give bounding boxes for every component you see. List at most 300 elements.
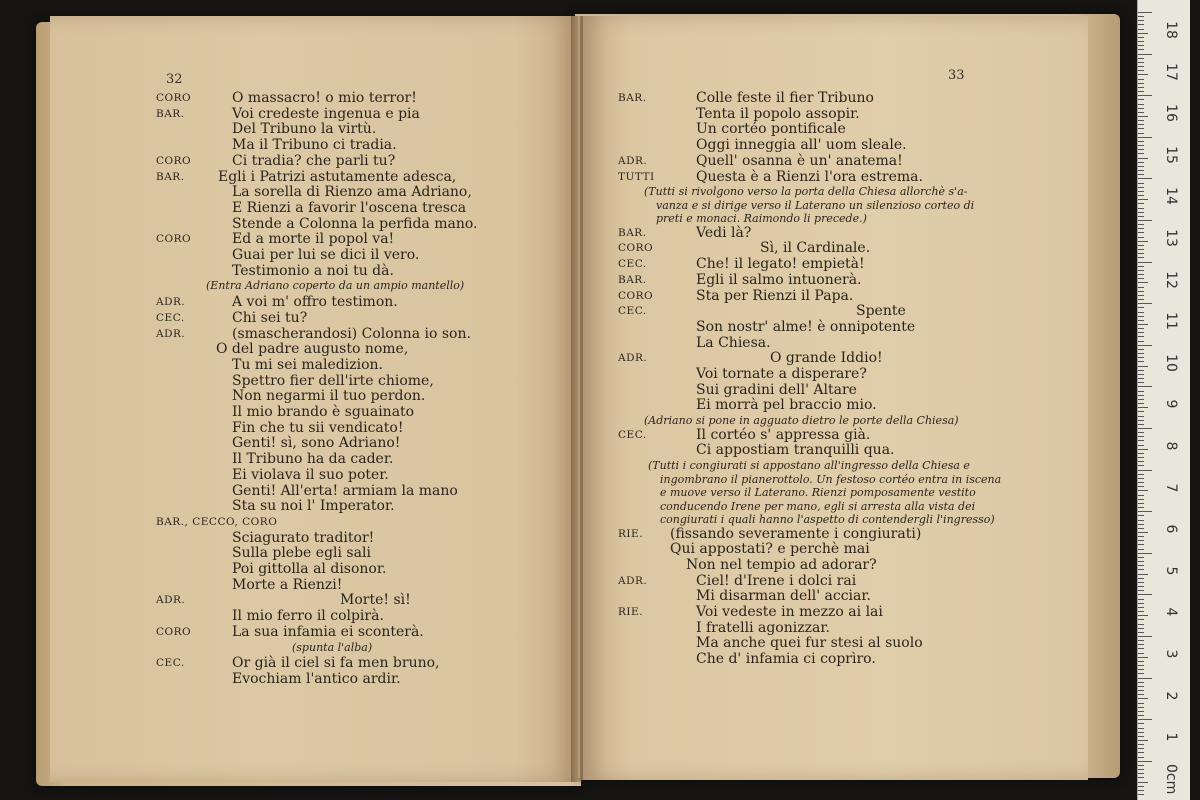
ruler-tick: [1138, 191, 1144, 192]
ruler-tick: [1138, 503, 1144, 504]
ruler-tick: [1138, 557, 1144, 558]
ruler-tick: [1138, 237, 1144, 238]
ruler-tick: [1138, 761, 1152, 762]
verse-line: Ei morrà pel braccio mio.: [696, 397, 877, 414]
ruler-tick: [1138, 707, 1144, 708]
ruler-label: 7: [1163, 483, 1179, 493]
stage-direction: vanza e si dirige verso il Laterano un silenzioso corteo di: [656, 198, 975, 212]
ruler-tick: [1138, 536, 1144, 537]
ruler-tick: [1138, 728, 1144, 729]
ruler-tick: [1138, 199, 1148, 200]
ruler-tick: [1138, 715, 1144, 716]
ruler-tick: [1138, 499, 1144, 500]
verse-line: Ci tradia? che parli tu?: [232, 152, 396, 169]
ruler-tick: [1138, 478, 1144, 479]
verse-line: (smascherandosi) Colonna io son.: [232, 325, 471, 342]
ruler-tick: [1138, 62, 1144, 63]
ruler-tick: [1138, 440, 1144, 441]
ruler-tick: [1138, 395, 1144, 396]
speaker-label: CEC.: [156, 657, 185, 670]
ruler-tick: [1138, 291, 1144, 292]
ruler-tick: [1138, 12, 1152, 13]
ruler-tick: [1138, 698, 1148, 699]
ruler-tick: [1138, 70, 1144, 71]
ruler-label: 0cm: [1163, 763, 1179, 795]
ruler-tick: [1138, 208, 1144, 209]
ruler-tick: [1138, 287, 1144, 288]
stage-direction: conducendo Irene per mano, egli si arresta alla vista dei: [660, 499, 976, 513]
ruler-tick: [1138, 183, 1144, 184]
ruler-tick: [1138, 461, 1144, 462]
ruler-tick: [1138, 682, 1144, 683]
ruler-tick: [1138, 653, 1144, 654]
ruler-tick: [1138, 752, 1144, 753]
ruler-tick: [1138, 349, 1144, 350]
ruler-tick: [1138, 574, 1148, 575]
ruler-tick: [1138, 149, 1144, 150]
ruler-tick: [1138, 407, 1148, 408]
verse-line: Ma anche quei fur stesi al suolo: [696, 635, 923, 652]
stage-direction: e muove verso il Laterano. Rienzi pomposamente vestito: [660, 486, 976, 499]
stage-direction: ingombrano il pianerottolo. Un festoso cortéo entra in iscena: [660, 472, 1002, 486]
verse-line: Voi credeste ingenua e pia: [232, 105, 420, 122]
ruler-tick: [1138, 145, 1144, 146]
verse-line: Stende a Colonna la perfida mano.: [232, 215, 478, 232]
verse-line: Che! il legato! empietà!: [696, 256, 865, 273]
ruler-tick: [1138, 16, 1144, 17]
ruler-tick: [1138, 603, 1144, 604]
ruler-tick: [1138, 66, 1144, 67]
stage-direction: preti e monaci. Raimondo li precede.): [656, 212, 867, 226]
ruler-tick: [1138, 162, 1144, 163]
ruler-label: 11: [1163, 312, 1179, 331]
ruler-tick: [1138, 524, 1144, 525]
verse-line: Ciel! d'Irene i dolci rai: [696, 572, 857, 589]
ruler-tick: [1138, 590, 1144, 591]
ruler-tick: [1138, 420, 1144, 421]
verse-line: Non nel tempio ad adorar?: [686, 556, 877, 573]
ruler-tick: [1138, 112, 1144, 113]
ruler-tick: [1138, 586, 1144, 587]
verse-line: Sulla plebe egli sali: [232, 545, 371, 562]
ruler-tick: [1138, 170, 1144, 171]
ruler-tick: [1138, 507, 1144, 508]
ruler-tick: [1138, 540, 1144, 541]
ruler-tick: [1138, 74, 1148, 75]
ruler-tick: [1138, 711, 1144, 712]
ruler-tick: [1138, 528, 1144, 529]
verse-line: Sciagurato traditor!: [232, 529, 375, 546]
right-page: [580, 16, 1088, 780]
ruler-tick: [1138, 445, 1144, 446]
ruler-tick: [1138, 794, 1144, 795]
ruler-label: 10: [1163, 353, 1179, 372]
ruler-tick: [1138, 312, 1144, 313]
ruler-tick: [1138, 29, 1144, 30]
verse-line: Egli i Patrizi astutamente adesca,: [218, 168, 457, 185]
ruler-tick: [1138, 786, 1144, 787]
ruler-tick: [1138, 703, 1144, 704]
ruler-tick: [1138, 307, 1144, 308]
speaker-label: BAR.: [618, 92, 647, 104]
ruler-tick: [1138, 245, 1144, 246]
ruler-tick: [1138, 736, 1144, 737]
verse-line: Colle feste il fier Tribuno: [696, 90, 874, 106]
ruler-tick: [1138, 257, 1144, 258]
stage-direction: (Tutti i congiurati si appostano all'ingresso della Chiesa e: [648, 459, 970, 472]
ruler-label: 2: [1163, 691, 1179, 701]
ruler-tick: [1138, 582, 1144, 583]
ruler-tick: [1138, 33, 1148, 34]
verse-line: Ed a morte il popol va!: [232, 231, 395, 248]
ruler-tick: [1138, 95, 1152, 96]
ruler-label: 14: [1163, 187, 1179, 206]
speaker-label: ADR.: [156, 327, 186, 340]
ruler-tick: [1138, 353, 1144, 354]
ruler-tick: [1138, 253, 1144, 254]
ruler-tick: [1138, 195, 1144, 196]
ruler-tick: [1138, 611, 1144, 612]
ruler-tick: [1138, 320, 1144, 321]
verse-line: Sta su noi l' Imperator.: [232, 498, 395, 515]
ruler-tick: [1138, 128, 1144, 129]
ruler-tick: [1138, 669, 1144, 670]
verse-line: (fissando severamente i congiurati): [670, 525, 922, 542]
ruler-tick: [1138, 644, 1144, 645]
speaker-label: BAR.: [618, 273, 647, 286]
verse-line: O grande Iddio!: [770, 350, 883, 367]
ruler-tick: [1138, 45, 1144, 46]
speaker-label: BAR.: [618, 226, 647, 239]
verse-line: Vedi là?: [696, 224, 752, 241]
ruler-tick: [1138, 757, 1144, 758]
stage-direction: congiurati i quali hanno l'aspetto di contendergli l'ingresso): [660, 513, 995, 526]
ruler-tick: [1138, 723, 1144, 724]
ruler-tick: [1138, 24, 1144, 25]
verse-line: Egli il salmo intuonerà.: [696, 271, 862, 288]
ruler-tick: [1138, 657, 1148, 658]
verse-line: Non negarmi il tuo perdon.: [232, 388, 426, 405]
ruler-tick: [1138, 416, 1144, 417]
ruler-tick: [1138, 228, 1144, 229]
verse-line: Morte! sì!: [340, 592, 411, 609]
ruler-tick: [1138, 332, 1144, 333]
speaker-label: CEC.: [618, 258, 647, 271]
speaker-label: CORO: [618, 242, 654, 255]
ruler-tick: [1138, 719, 1152, 720]
ruler-tick: [1138, 116, 1148, 117]
ruler-tick: [1138, 561, 1144, 562]
ruler-tick: [1138, 694, 1144, 695]
ruler-tick: [1138, 357, 1144, 358]
ruler-tick: [1138, 428, 1152, 429]
ruler-label: 13: [1163, 229, 1179, 247]
ruler-tick: [1138, 303, 1152, 304]
page-number: 32: [166, 72, 183, 87]
ruler-tick: [1138, 615, 1148, 616]
verse-line: Il Tribuno ha da cader.: [232, 451, 394, 468]
ruler-tick: [1138, 166, 1144, 167]
verse-line: Tenta il popolo assopir.: [696, 105, 860, 122]
ruler-tick: [1138, 686, 1144, 687]
ruler-tick: [1138, 120, 1144, 121]
verse-line: Evochiam l'antico ardir.: [232, 670, 401, 687]
ruler-tick: [1138, 640, 1144, 641]
ruler-tick: [1138, 220, 1152, 221]
ruler-tick: [1138, 158, 1148, 159]
speaker-label: BAR.: [156, 170, 185, 183]
ruler-tick: [1138, 108, 1144, 109]
ruler-tick: [1138, 133, 1144, 134]
ruler-tick: [1138, 41, 1144, 42]
speaker-label: ADR.: [618, 574, 648, 587]
stage-direction: (Adriano si pone in agguato dietro le porte della Chiesa): [644, 414, 959, 428]
ruler-tick: [1138, 216, 1144, 217]
ruler-tick: [1138, 262, 1152, 263]
ruler-tick: [1138, 411, 1144, 412]
verse-line: Qui appostati? e perchè mai: [670, 541, 870, 558]
ruler-tick: [1138, 187, 1144, 188]
speaker-label: RIE.: [618, 527, 644, 540]
ruler-tick: [1138, 424, 1144, 425]
ruler-tick: [1138, 578, 1144, 579]
speaker-label: ADR.: [618, 154, 648, 167]
ruler-tick: [1138, 673, 1144, 674]
ruler-tick: [1138, 773, 1144, 774]
ruler-tick: [1138, 212, 1144, 213]
verse-line: La sua infamia ei sconterà.: [232, 623, 424, 640]
ruler-tick: [1138, 782, 1148, 783]
ruler-tick: [1138, 607, 1144, 608]
ruler-tick: [1138, 511, 1152, 512]
ruler-tick: [1138, 678, 1152, 679]
ruler-tick: [1138, 124, 1144, 125]
speaker-label: RIE.: [618, 606, 644, 618]
stage-direction: (Entra Adriano coperto da un ampio mantello): [206, 279, 465, 293]
verse-line: I fratelli agonizzar.: [696, 619, 830, 636]
ruler-tick: [1138, 266, 1144, 267]
verse-line: Chi sei tu?: [232, 309, 308, 326]
ruler-tick: [1138, 495, 1144, 496]
verse-line: Morte a Rienzi!: [232, 576, 343, 593]
ruler-label: 1: [1163, 732, 1179, 742]
ruler-tick: [1138, 20, 1144, 21]
verse-line: Del Tribuno la virtù.: [232, 121, 377, 138]
ruler-label: 15: [1163, 145, 1179, 164]
ruler-tick: [1138, 399, 1144, 400]
ruler-tick: [1138, 569, 1144, 570]
verse-line: Mi disarman dell' acciar.: [696, 588, 871, 605]
ruler-tick: [1138, 274, 1144, 275]
verse-line: Genti! sì, sono Adriano!: [232, 435, 401, 452]
ruler-tick: [1138, 224, 1144, 225]
verse-line: Genti! All'erta! armiam la mano: [232, 482, 458, 499]
ruler-tick: [1138, 153, 1144, 154]
ruler-tick: [1138, 174, 1144, 175]
ruler-tick: [1138, 515, 1144, 516]
ruler-tick: [1138, 636, 1152, 637]
stage-direction: (spunta l'alba): [292, 640, 373, 654]
verse-line: O massacro! o mio terror!: [232, 90, 417, 106]
speaker-label: TUTTI: [618, 170, 655, 183]
ruler-tick: [1138, 336, 1144, 337]
verse-line: Spettro fier dell'irte chiome,: [232, 372, 434, 389]
speaker-label: ADR.: [156, 296, 186, 309]
ruler-tick: [1138, 520, 1144, 521]
ruler-tick: [1138, 624, 1144, 625]
verse-line: Voi tornate a disperare?: [696, 366, 867, 382]
verse-line: Ei violava il suo poter.: [232, 466, 389, 483]
book-gutter: [571, 16, 583, 782]
verse-line: Guai per lui se dici il vero.: [232, 247, 420, 263]
ruler-tick: [1138, 99, 1144, 100]
ruler-label: 9: [1163, 399, 1179, 409]
speaker-label: ADR.: [618, 352, 648, 365]
ruler-tick: [1138, 382, 1144, 383]
ruler-tick: [1138, 553, 1152, 554]
ruler-tick: [1138, 178, 1152, 179]
speaker-label: BAR.: [156, 107, 185, 120]
verse-line: Il mio brando è sguainato: [232, 404, 415, 420]
verse-line: A voi m' offro testimon.: [232, 294, 398, 311]
ruler-tick: [1138, 328, 1144, 329]
ruler-tick: [1138, 87, 1144, 88]
ruler-tick: [1138, 436, 1144, 437]
speaker-label: CEC.: [156, 311, 185, 324]
ruler-tick: [1138, 366, 1148, 367]
ruler-tick: [1138, 241, 1148, 242]
ruler-tick: [1138, 599, 1144, 600]
speaker-label: CORO: [618, 289, 654, 302]
ruler-tick: [1138, 432, 1144, 433]
ruler-tick: [1138, 270, 1144, 271]
verse-line: Il mio ferro il colpirà.: [232, 608, 384, 625]
ruler-tick: [1138, 628, 1144, 629]
verse-line: Sì, il Cardinale.: [760, 240, 871, 257]
ruler-tick: [1138, 457, 1144, 458]
ruler-tick: [1138, 141, 1144, 142]
ruler-tick: [1138, 744, 1144, 745]
ruler-tick: [1138, 661, 1144, 662]
ruler-tick: [1138, 594, 1152, 595]
verse-line: Quell' osanna è un' anatema!: [696, 152, 903, 169]
ruler-tick: [1138, 732, 1144, 733]
verse-line: Poi gittolla al disonor.: [232, 561, 387, 577]
ruler-tick: [1138, 324, 1148, 325]
ruler-tick: [1138, 345, 1152, 346]
ruler-tick: [1138, 91, 1144, 92]
speaker-label: CORO: [156, 92, 192, 104]
ruler-tick: [1138, 465, 1144, 466]
verse-line: Son nostr' alme! è onnipotente: [696, 318, 916, 335]
ruler-tick: [1138, 299, 1144, 300]
ruler-tick: [1138, 386, 1152, 387]
ruler-tick: [1138, 482, 1144, 483]
ruler-tick: [1138, 203, 1144, 204]
verse-line: Che d' infamia ci coprìro.: [696, 651, 876, 668]
ruler-tick: [1138, 665, 1144, 666]
ruler-tick: [1138, 361, 1144, 362]
ruler-tick: [1138, 374, 1144, 375]
ruler-label: 3: [1163, 649, 1179, 659]
speaker-label: ADR.: [156, 594, 186, 607]
ruler-label: 4: [1163, 607, 1179, 617]
verse-line: Voi vedeste in mezzo ai lai: [696, 604, 883, 620]
ruler-tick: [1138, 790, 1144, 791]
ruler-tick: [1138, 648, 1144, 649]
verse-line: E Rienzi a favorir l'oscena tresca: [232, 199, 467, 216]
verse-line: Or già il ciel si fa men bruno,: [232, 655, 440, 672]
ruler-label: 6: [1163, 524, 1179, 534]
ruler-label: 16: [1163, 104, 1179, 123]
ruler-tick: [1138, 378, 1144, 379]
ruler-tick: [1138, 137, 1152, 138]
verse-line: Sui gradini dell' Altare: [696, 381, 857, 398]
ruler-tick: [1138, 765, 1144, 766]
ruler-tick: [1138, 104, 1144, 105]
ruler-tick: [1138, 690, 1144, 691]
ruler-label: 8: [1163, 441, 1179, 451]
verse-line: O del padre augusto nome,: [216, 341, 409, 358]
verse-line: Testimonio a noi tu dà.: [232, 262, 394, 279]
verse-line: Sta per Rienzi il Papa.: [696, 287, 854, 304]
verse-line: La sorella di Rienzo ama Adriano,: [232, 184, 472, 201]
ruler-tick: [1138, 249, 1144, 250]
ruler-tick: [1138, 58, 1144, 59]
ruler-tick: [1138, 316, 1144, 317]
verse-line: Oggi inneggia all' uom sleale.: [696, 137, 907, 154]
ruler-tick: [1138, 619, 1144, 620]
ruler-tick: [1138, 769, 1144, 770]
verse-line: Il cortéo s' appressa già.: [696, 426, 871, 443]
speaker-label: CEC.: [618, 305, 647, 318]
ruler-tick: [1138, 295, 1144, 296]
ruler-tick: [1138, 544, 1144, 545]
speaker-label: BAR., CECCO, CORO: [156, 515, 278, 528]
ruler-tick: [1138, 565, 1144, 566]
ruler-tick: [1138, 49, 1144, 50]
measuring-ruler: [1137, 0, 1190, 800]
verse-line: Spente: [856, 303, 906, 320]
verse-line: Ma il Tribuno ci tradia.: [232, 137, 397, 154]
speaker-label: CORO: [156, 154, 192, 167]
ruler-tick: [1138, 278, 1144, 279]
ruler-tick: [1138, 449, 1148, 450]
ruler-tick: [1138, 474, 1144, 475]
ruler-tick: [1138, 370, 1144, 371]
ruler-tick: [1138, 532, 1148, 533]
speaker-label: CEC.: [618, 428, 647, 441]
speaker-label: CORO: [156, 233, 192, 246]
ruler-tick: [1138, 632, 1144, 633]
ruler-tick: [1138, 549, 1144, 550]
ruler-tick: [1138, 470, 1152, 471]
stage-direction: (Tutti si rivolgono verso la porta della Chiesa allorchè s'a-: [644, 185, 968, 199]
speaker-label: CORO: [156, 625, 192, 638]
ruler-label: 18: [1163, 21, 1179, 39]
ruler-tick: [1138, 453, 1144, 454]
ruler-label: 5: [1163, 566, 1179, 576]
verse-line: La Chiesa.: [696, 334, 771, 351]
ruler-tick: [1138, 391, 1144, 392]
verse-line: Un cortéo pontificale: [696, 121, 846, 138]
ruler-tick: [1138, 37, 1144, 38]
verse-line: Tu mi sei maledizion.: [232, 356, 383, 373]
ruler-tick: [1138, 490, 1148, 491]
ruler-tick: [1138, 54, 1152, 55]
verse-line: Ci appostiam tranquilli qua.: [696, 442, 895, 459]
ruler-label: 12: [1163, 270, 1179, 289]
